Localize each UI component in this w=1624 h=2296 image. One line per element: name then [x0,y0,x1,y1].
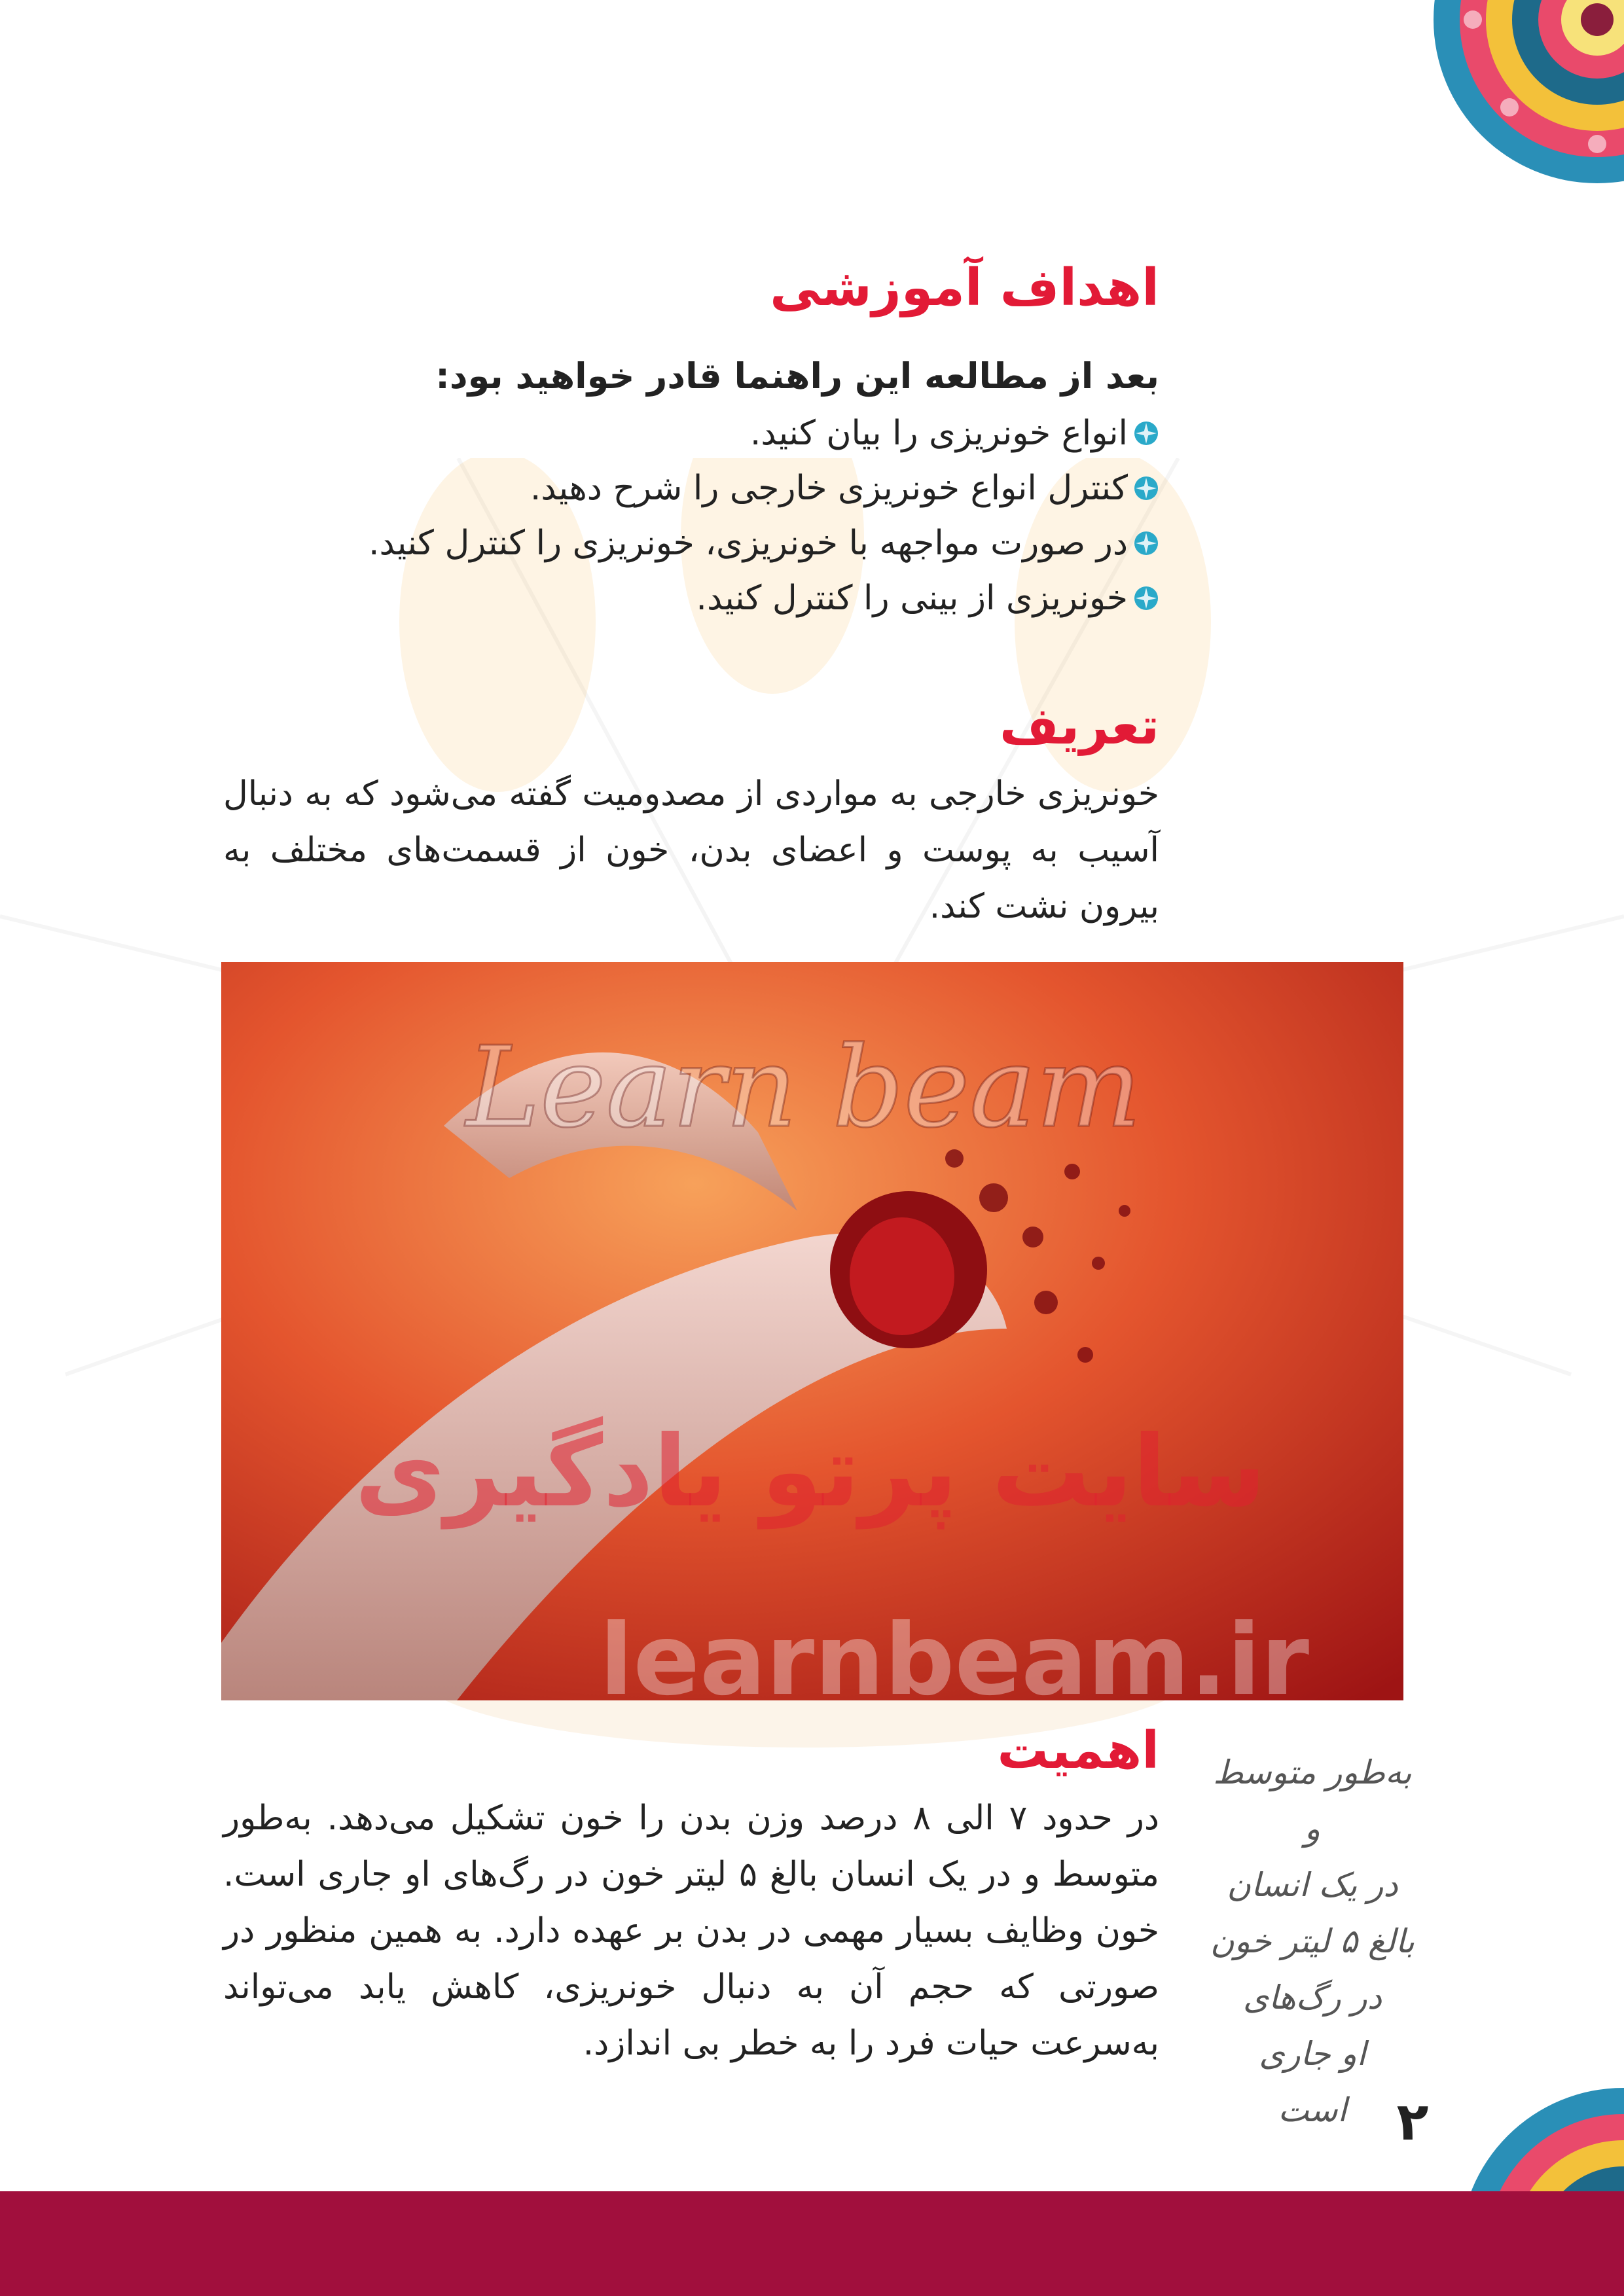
compass-rose-icon [1133,420,1159,446]
side-note-line: است [1278,2091,1347,2129]
compass-rose-icon [1133,585,1159,611]
handwritten-side-note [1201,1744,1424,2138]
definition-heading: تعریف [999,697,1159,756]
definition-text: خونریزی خارجی به مواردی از مصدومیت گفته می‌شود که به دنبال آسیب به پوست و اعضای بدن، خون از قسمت‌های مختلف به بیرون نشت کند. [223,774,1159,926]
list-item [177,406,1159,461]
side-note-line: او جاری [1259,2035,1366,2073]
compass-rose-icon [1133,530,1159,556]
objective-text: در صورت مواجهه با خونریزی، خونریزی را کنترل کنید. [368,524,1128,563]
importance-heading: اهمیت [997,1721,1159,1780]
importance-text: در حدود ۷ الی ۸ درصد وزن بدن را خون تشکیل می‌دهد. به‌طور متوسط و در یک انسان بالغ ۵ لیتر خون در رگ‌های او جاری است. خون وظایف بسیار مهمی در بدن بر عهده دارد. به همین منظور در صورتی که حجم آن به دنبال خونریزی، کاهش یابد می‌تواند به‌سرعت حیات فرد را به خطر بی اندازد. [223,1799,1160,2063]
bleeding-vessel-illustration [221,962,1403,1700]
mandala-ornament-top [1381,0,1624,223]
side-note-line: در یک انسان [1227,1866,1398,1904]
objective-text: خونریزی از بینی را کنترل کنید. [696,579,1128,618]
list-item [177,516,1159,571]
list-item [177,571,1159,626]
side-note-line: به‌طور متوسط و [1213,1753,1412,1848]
side-note-line: در رگ‌های [1243,1979,1382,2017]
objective-text: کنترل انواع خونریزی خارجی را شرح دهید. [530,469,1128,508]
objectives-list [177,406,1159,626]
compass-rose-icon [1133,475,1159,501]
watermark-script: Learn beam [466,1023,1142,1153]
side-note-line: بالغ ۵ لیتر خون [1210,1922,1415,1960]
list-item [177,461,1159,516]
objectives-intro: بعد از مطالعه این راهنما قادر خواهید بود: [435,355,1159,397]
objective-text: انواع خونریزی را بیان کنید. [749,414,1128,453]
footer-band [0,2191,1624,2296]
watermark-persian: سایت پرتو یادگیری [354,1415,1267,1529]
page-number: ۲ [1396,2091,1429,2152]
objectives-heading: اهداف آموزشی [770,259,1159,317]
watermark-url: learnbeam.ir [599,1604,1310,1700]
